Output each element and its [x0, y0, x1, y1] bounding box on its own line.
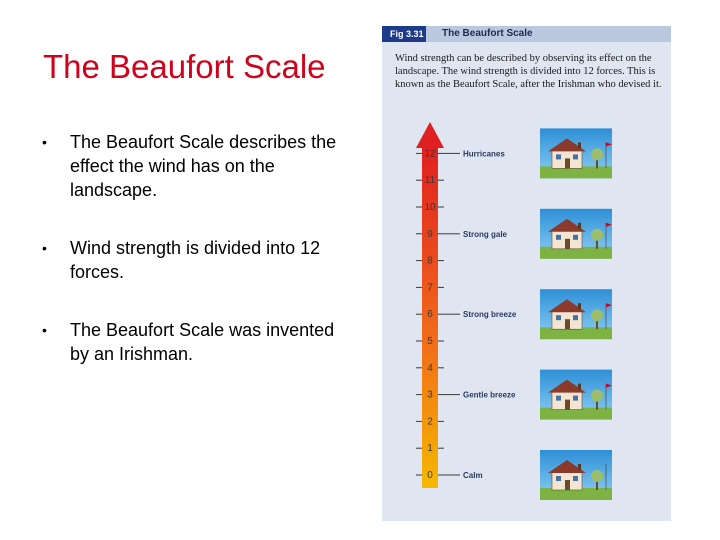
- scale-tick-label: 6: [427, 309, 433, 321]
- force-label: Calm: [463, 471, 483, 480]
- figure-number: Fig 3.31: [382, 26, 426, 42]
- scale-tick-label: 11: [424, 175, 436, 187]
- bullet-dot: •: [42, 240, 47, 256]
- force-labels: [444, 149, 517, 480]
- force-label: Gentle breeze: [463, 390, 516, 400]
- scale-arrow-head: [416, 122, 444, 148]
- force-label: Strong breeze: [463, 310, 517, 320]
- scale-tick-label: 8: [427, 255, 433, 267]
- force-label: Strong gale: [463, 229, 508, 239]
- figure-title: The Beaufort Scale: [442, 28, 533, 39]
- bullet-item: [28, 236, 348, 284]
- bullet-list: [28, 130, 348, 400]
- scale-tick-label: 12: [424, 148, 436, 160]
- scale-tick-label: 10: [424, 202, 436, 213]
- house-scene-illustration: [540, 450, 612, 500]
- bullet-text: Wind strength is divided into 12 forces.: [70, 238, 321, 282]
- scale-tick-label: 5: [427, 336, 433, 347]
- scale-tick-label: 0: [427, 470, 433, 481]
- house-illustrations: [540, 128, 612, 500]
- scale-tick-label: 2: [427, 416, 433, 428]
- bullet-dot: •: [42, 322, 47, 338]
- house-scene-illustration: [540, 128, 612, 178]
- bullet-dot: •: [42, 134, 47, 150]
- scale-tick-label: 1: [427, 443, 433, 455]
- bullet-item: [28, 130, 348, 202]
- force-label: Hurricanes: [463, 149, 505, 159]
- scale-tick-label: 3: [427, 389, 433, 401]
- figure-caption: Wind strength can be described by observing its effect on the landscape. The wind strength is divided into 12 forces. This is known as the Beaufort Scale, after the Irishman who devised it.: [395, 53, 662, 90]
- house-scene-illustration: [540, 370, 612, 420]
- bullet-item: [28, 318, 348, 366]
- beaufort-figure: [382, 26, 671, 521]
- scale-tick-label: 7: [427, 282, 433, 294]
- bullet-text: The Beaufort Scale describes the effect the wind has on the landscape.: [70, 132, 337, 200]
- slide-title: The Beaufort Scale: [43, 48, 326, 85]
- bullet-text: The Beaufort Scale was invented by an Irishman.: [70, 320, 335, 364]
- scale-tick-label: 9: [427, 228, 433, 240]
- scale-tick-label: 4: [427, 362, 433, 374]
- house-scene-illustration: [540, 289, 612, 339]
- house-scene-illustration: [540, 209, 612, 259]
- beaufort-scale-graphic: [382, 26, 671, 521]
